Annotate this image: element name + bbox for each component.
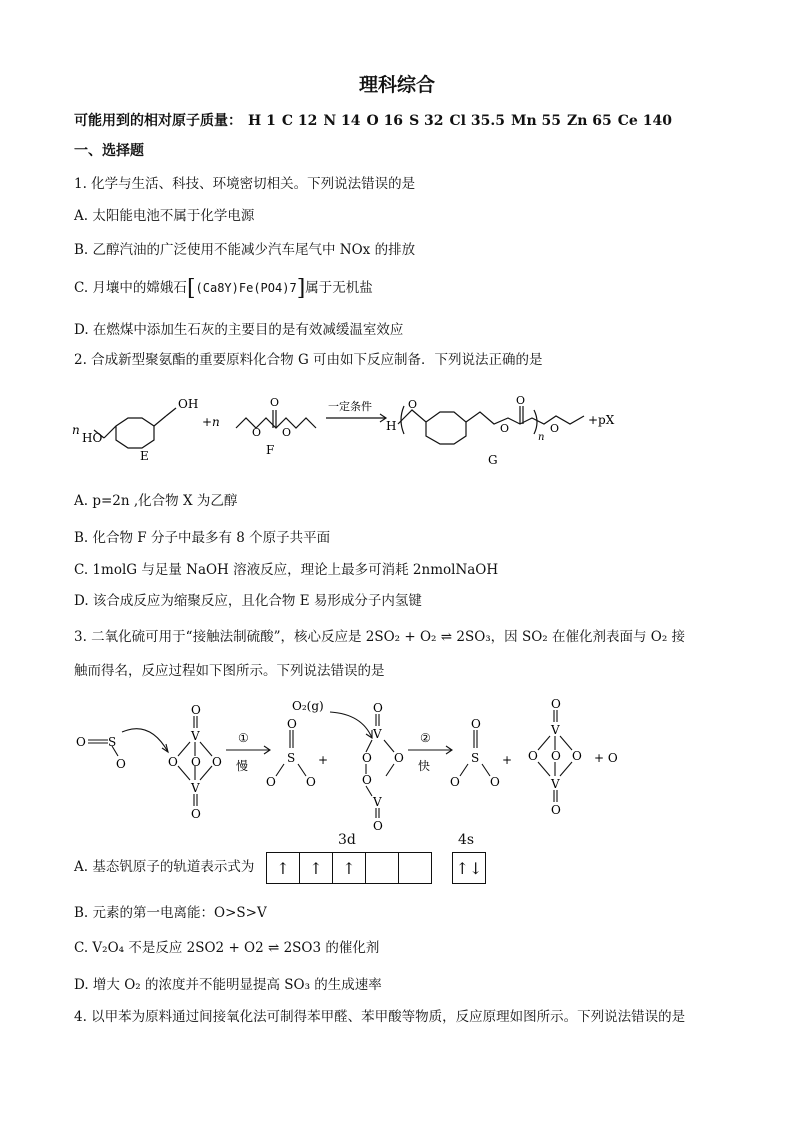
q3-stem-text: 3. 二氧化硫可用于“接触法制硫酸”，核心反应是 2SO — [74, 629, 395, 645]
v2o4-o-mid: O — [362, 773, 372, 787]
q2-option-a: A. p=2n ,化合物 X 为乙醇 — [74, 493, 238, 509]
q1-option-b-tail: 的排放 — [370, 242, 416, 258]
f-o-label-3: O — [282, 426, 292, 439]
reaction-condition: 一定条件 — [328, 400, 372, 413]
so3-1-o-top: O — [287, 717, 297, 731]
mass-zn: Zn 65 — [567, 113, 612, 129]
q1-option-c-formula: (Ca8Y)Fe(PO4)7 — [195, 281, 297, 295]
v2o5b-o-left: O — [528, 749, 538, 763]
q1-stem: 1. 化学与生活、科技、环境密切相关。下列说法错误的是 — [74, 176, 416, 192]
so2-s: S — [108, 735, 117, 749]
g-plus-px: +pX — [588, 413, 615, 427]
q2-option-b: B. 化合物 F 分子中最多有 8 个原子共平面 — [74, 530, 331, 546]
so3-2-o-right: O — [490, 775, 500, 789]
mass-mn: Mn 55 — [510, 113, 562, 129]
v2o5b-v-bottom: V — [551, 777, 560, 791]
step1-label: ① — [238, 731, 249, 745]
mass-h: H 1 — [248, 113, 276, 129]
plus-1: + — [318, 753, 329, 767]
so2-o-2: O — [116, 757, 126, 771]
v2o5b-o-bottom: O — [551, 803, 561, 817]
so3-2-o-top: O — [471, 717, 481, 731]
q1-option-b-formula: NOx — [339, 242, 371, 258]
f-coefficient: +n — [202, 415, 220, 429]
q3-stem-tail: ，因 SO₂ 在催化剂表面与 O₂ 接 — [490, 629, 686, 645]
q3-option-d: D. 增大 O₂ 的浓度并不能明显提高 SO₃ 的生成速率 — [74, 977, 382, 993]
v2o4-o-right: O — [394, 751, 404, 765]
so3-2-s: S — [471, 751, 480, 765]
so3-1-o-right: O — [306, 775, 316, 789]
v2o5b-o-top: O — [551, 697, 561, 711]
q3-stem-line2: 触而得名，反应过程如下图所示。下列说法错误的是 — [74, 663, 385, 679]
mass-cl: Cl 35.5 — [449, 113, 505, 129]
orbital-box-3d-5 — [398, 852, 432, 884]
v2o5b-o-right: O — [572, 749, 582, 763]
slow-label: 慢 — [236, 759, 249, 773]
v2o4-v-top: V — [373, 727, 382, 741]
v2o5-v-bottom: V — [191, 781, 200, 795]
step2-label: ② — [420, 731, 431, 745]
so3-1-s: S — [287, 751, 296, 765]
v2o5-o-mid: O — [191, 755, 201, 769]
plus-o: + O — [594, 751, 618, 765]
atomic-masses-line — [74, 110, 678, 130]
g-o-label-2: O — [500, 422, 510, 435]
e-oh-label: OH — [178, 397, 199, 411]
so3-1-o-left: O — [266, 775, 276, 789]
v2o4-o-bottom: O — [373, 819, 383, 833]
o2-gas-label: O₂(g) — [292, 699, 324, 713]
q1-option-c-tail: 属于无机盐 — [305, 280, 373, 296]
g-o-label-1: O — [408, 398, 418, 411]
q3-option-b: B. 元素的第一电离能：O>S>V — [74, 905, 267, 921]
v2o5-o-bottom: O — [191, 807, 201, 821]
q3-stem — [74, 625, 685, 645]
right-bracket: ] — [296, 276, 306, 301]
q2-stem: 2. 合成新型聚氨酯的重要原料化合物 G 可由如下反应制备．下列说法正确的是 — [74, 352, 543, 368]
q3-mechanism-diagram — [0, 690, 794, 833]
g-o-label-3: O — [516, 394, 526, 407]
orbital-box-3d-4 — [365, 852, 399, 884]
orbital-box-4s: ↑↓ — [452, 852, 486, 884]
q3-option-c-equation: 2SO2 + O2 ⇌ 2SO3 — [186, 940, 322, 956]
mass-c: C 12 — [281, 113, 318, 129]
v2o4-v-bottom: V — [373, 795, 382, 809]
q3-option-a: A. 基态钒原子的轨道表示式为 — [74, 859, 255, 875]
v2o5-o-right: O — [212, 755, 222, 769]
orbital-box-3d-3: ↑ — [332, 852, 366, 884]
q4-stem: 4. 以甲苯为原料通过间接氧化法可制得苯甲醛、苯甲酸等物质，反应原理如图所示。下列说法错误的是 — [74, 1009, 686, 1025]
orbital-box-3d-1: ↑ — [266, 852, 300, 884]
g-n-subscript: n — [538, 432, 545, 443]
plus-2: + — [502, 753, 513, 767]
left-bracket: [ — [186, 276, 196, 301]
v2o5-v-top: V — [191, 729, 200, 743]
compound-e-label: E — [140, 449, 149, 463]
v2o5b-v-top: V — [551, 723, 560, 737]
e-ho-label: HO — [82, 431, 103, 445]
section-heading: 一、选择题 — [74, 143, 144, 159]
v2o4-o-left: O — [362, 751, 372, 765]
v2o5b-o-mid: O — [551, 749, 561, 763]
mass-ce: Ce 140 — [617, 113, 672, 129]
so3-2-o-left: O — [450, 775, 460, 789]
compound-f-label: F — [266, 443, 275, 457]
atomic-masses-label: 可能用到的相对原子质量： — [74, 113, 242, 129]
q1-option-a: A. 太阳能电池不属于化学电源 — [74, 208, 255, 224]
q3-equation: ₂ + O₂ ⇌ 2SO₃ — [394, 629, 491, 645]
g-h-label: H — [386, 419, 397, 433]
f-o-label-1: O — [252, 426, 262, 439]
orbital-4s-label: 4s — [458, 832, 475, 848]
g-o-label-4: O — [550, 422, 560, 435]
q2-reaction-scheme — [0, 388, 794, 498]
so2-o-1: O — [76, 735, 86, 749]
mass-n: N 14 — [323, 113, 361, 129]
fast-label: 快 — [418, 759, 431, 773]
e-coefficient: n — [72, 423, 80, 437]
mass-o: O 16 — [366, 113, 404, 129]
orbital-box-3d-2: ↑ — [299, 852, 333, 884]
mass-s: S 32 — [409, 113, 444, 129]
q1-option-c — [74, 276, 373, 301]
f-o-label-2: O — [270, 396, 280, 409]
orbital-3d-label: 3d — [338, 832, 356, 848]
page-title: 理科综合 — [358, 74, 435, 96]
q2-option-c: C. 1molG 与足量 NaOH 溶液反应，理论上最多可消耗 2nmolNaOH — [74, 562, 499, 578]
q3-option-c-text: C. V₂O₄ 不是反应 — [74, 940, 187, 956]
v2o5-o-top: O — [191, 703, 201, 717]
q1-option-b-text: B. 乙醇汽油的广泛使用不能减少汽车尾气中 — [74, 242, 340, 258]
compound-g-label: G — [488, 453, 498, 467]
v2o5-o-left: O — [168, 755, 178, 769]
q2-option-d: D. 该合成反应为缩聚反应，且化合物 E 易形成分子内氢键 — [74, 593, 422, 609]
v2o4-o-top: O — [373, 701, 383, 715]
q1-option-c-text: C. 月壤中的嫦娥石 — [74, 280, 187, 296]
q3-option-c-tail: 的催化剂 — [321, 940, 380, 956]
q1-option-b — [74, 238, 415, 258]
q1-option-d: D. 在燃煤中添加生石灰的主要目的是有效减缓温室效应 — [74, 322, 404, 338]
q3-option-c — [74, 936, 379, 956]
